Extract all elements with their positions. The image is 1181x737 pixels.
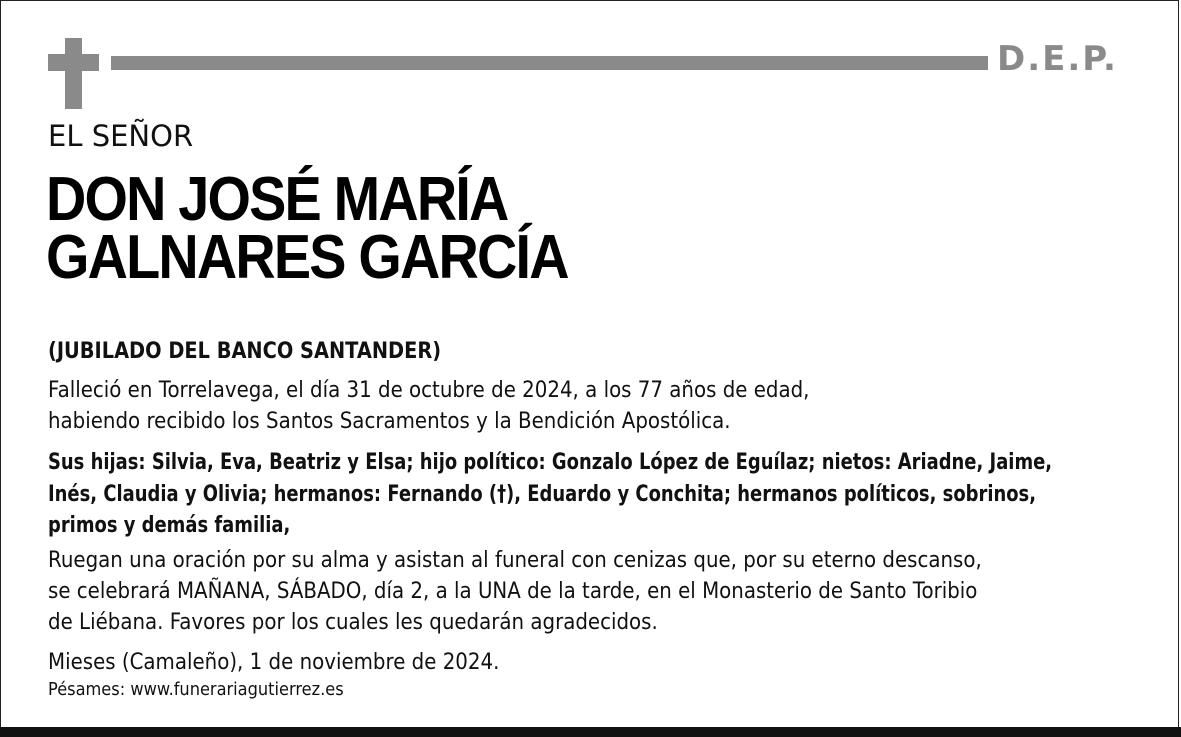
deceased-name-line-1: DON JOSÉ MARÍA xyxy=(46,165,508,234)
family-line-2: Inés, Claudia y Olivia; hermanos: Fernando (†), Eduardo y Conchita; hermanos políticos, sobrinos, xyxy=(48,481,1037,507)
family-line-1: Sus hijas: Silvia, Eva, Beatriz y Elsa; hijo político: Gonzalo López de Eguílaz; nietos: Ariadne, Jaime, xyxy=(48,450,1053,475)
family-line-3: primos y demás familia, xyxy=(48,513,291,538)
deceased-name xyxy=(46,165,568,292)
funeral-line-1: Ruegan una oración por su alma y asistan al funeral con cenizas que, por su eterno descanso, xyxy=(48,548,982,573)
funeral-details xyxy=(48,545,982,638)
condolences-line xyxy=(48,678,344,702)
funeral-line-2: se celebrará MAÑANA, SÁBADO, día 2, a la UNA de la tarde, en el Monasterio de Santo Toribio xyxy=(48,579,978,604)
honorific: EL SEÑOR xyxy=(48,119,194,153)
occupation-subtitle: (JUBILADO DEL BANCO SANTANDER) xyxy=(48,339,442,364)
place-date-text: Mieses (Camaleño), 1 de noviembre de 2024. xyxy=(48,650,500,675)
condolences-text: Pésames: www.funerariagutierrez.es xyxy=(48,679,344,700)
death-line-2: habiendo recibido los Santos Sacramentos y la Bendición Apostólica. xyxy=(48,409,731,434)
latin-cross-icon-arm xyxy=(48,54,99,71)
latin-cross-icon xyxy=(65,38,82,109)
place-date xyxy=(48,647,499,678)
dep-label: D.E.P. xyxy=(997,39,1118,79)
death-statement xyxy=(48,375,809,437)
deceased-name-line-2: GALNARES GARCÍA xyxy=(46,223,568,292)
family-list xyxy=(48,447,1052,542)
header-rule xyxy=(111,56,988,70)
bottom-rule xyxy=(0,727,1181,737)
funeral-line-3: de Liébana. Favores por los cuales les quedarán agradecidos. xyxy=(48,610,658,635)
death-line-1: Falleció en Torrelavega, el día 31 de octubre de 2024, a los 77 años de edad, xyxy=(48,378,810,403)
